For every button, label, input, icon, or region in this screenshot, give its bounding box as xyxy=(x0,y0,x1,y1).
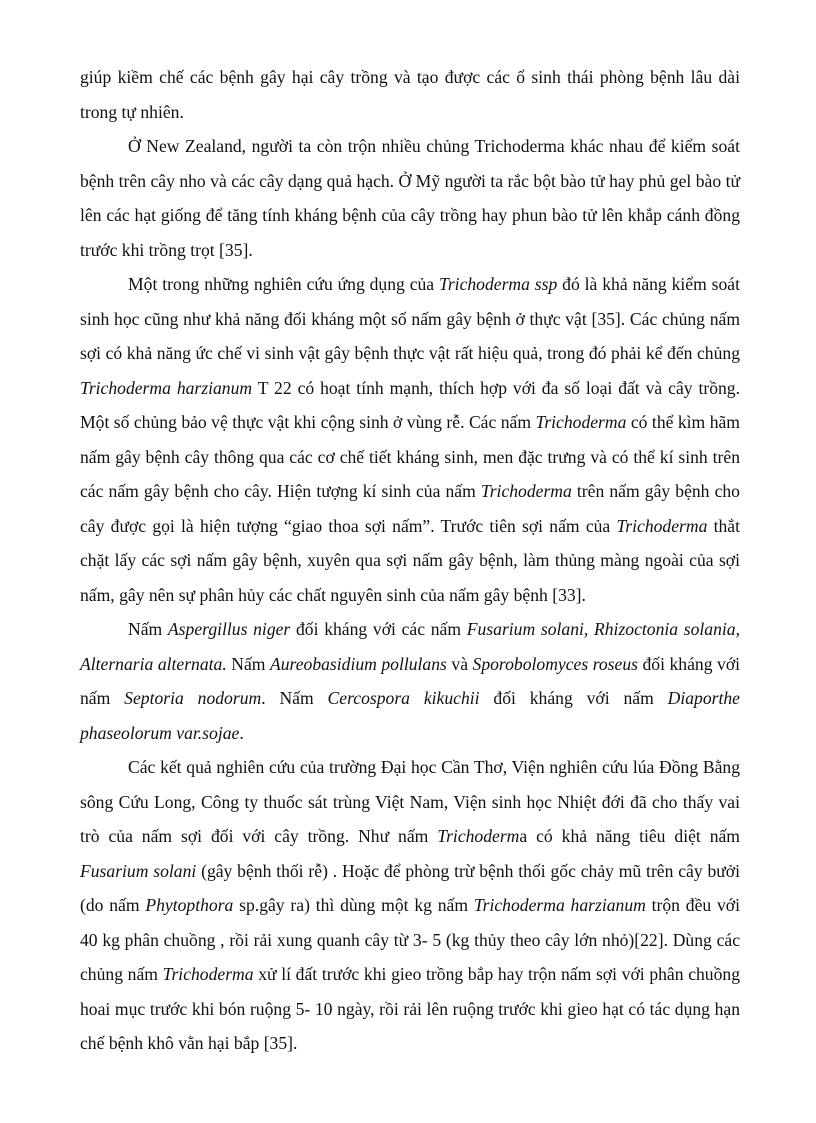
text-run: giúp kiềm chế các bệnh gây hại cây trồng và tạo được các ổ sinh thái phòng bệnh lâu dài trong tự nhiên. xyxy=(80,67,740,122)
italic-text-run: Trichoderma harzianum xyxy=(80,377,253,398)
italic-text-run: Trichoderma xyxy=(480,481,572,501)
italic-text-run: Trichoderma harzianum xyxy=(473,895,646,915)
italic-text-run: Sporobolomyces roseus xyxy=(472,653,638,674)
text-run: có thể kìm hãm nấm gây bệnh cây thông qua các cơ chế tiết kháng sinh, men đặc trưng và có thể kí sinh trên các nấm gây bệnh cho cây. Hiện tượng kí sinh của nấm xyxy=(80,412,740,501)
text-run: đối kháng với nấm xyxy=(479,688,668,708)
italic-text-run: Diaporthe phaseolorum var.sojae xyxy=(80,688,740,743)
text-run: đối kháng với nấm xyxy=(80,653,741,708)
text-run: Ở New Zealand, người ta còn trộn nhiều chủng Trichoderma khác nhau để kiểm soát bệnh trên cây nho và các cây dạng quả hạch. Ở Mỹ người ta rắc bột bào tử hay phủ gel bào tử lên các hạt giống để tăng tính kháng bệnh của cây trồng hay phun bào tử lên khắp cánh đồng trước khi trồng trọt [35]. xyxy=(80,136,740,260)
italic-text-run: Aspergillus niger xyxy=(167,619,291,639)
italic-text-run: Phytopthora xyxy=(145,895,234,915)
italic-text-run: Trichoderma xyxy=(162,964,254,984)
paragraph xyxy=(80,129,740,267)
text-run: trộn đều với 40 kg phân chuồng , rồi rải xung quanh cây từ 3- 5 (kg thủy theo cây lớn nhỏ)[22]. Dùng các chủng nấm xyxy=(80,895,740,984)
text-run: a có khả năng tiêu diệt nấm xyxy=(519,826,740,846)
text-run: Các kết quả nghiên cứu của trường Đại học Cần Thơ, Viện nghiên cứu lúa Đồng Bằng sông Cứu Long, Công ty thuốc sát trùng Việt Nam, Viện sinh học Nhiệt đới đã cho thấy vai trò của nấm sợi đối với cây trồng. Như nấm xyxy=(80,757,740,846)
italic-text-run: Trichoderma xyxy=(616,515,708,536)
text-run: Một trong những nghiên cứu ứng dụng của xyxy=(128,274,440,294)
italic-text-run: Fusarium solani xyxy=(80,860,197,881)
paragraph xyxy=(80,60,740,129)
document-body xyxy=(80,60,740,1061)
text-run: đó là khả năng kiểm soát sinh học cũng như khả năng đối kháng một số nấm gây bệnh ở thực vật [35]. Các chủng nấm sợi có khả năng ức chế vi sinh vật gây bệnh thực vật rất hiệu quả, trong đó phải kể đến chủng xyxy=(80,274,741,363)
paragraph xyxy=(80,612,740,750)
text-run: (gây bệnh thối rễ) . Hoặc để phòng trừ bệnh thối gốc chảy mũ trên cây bưởi (do nấm xyxy=(80,860,740,915)
paragraph xyxy=(80,267,740,612)
text-run: Nấm xyxy=(226,653,270,674)
italic-text-run: Trichoderma xyxy=(535,412,627,432)
italic-text-run: Septoria nodorum xyxy=(124,688,262,708)
text-run: . xyxy=(239,722,244,743)
text-run: thắt chặt lấy các sợi nấm gây bệnh, xuyên qua sợi nấm gây bệnh, làm thủng màng ngoài của sợi nấm, gây nên sự phân hủy các chất nguyên sinh của nấm gây bệnh [33]. xyxy=(80,515,741,605)
text-run: T 22 có hoạt tính mạnh, thích hợp với đa số loại đất và cây trồng. Một số chủng bảo vệ thực vật khi cộng sinh ở vùng rễ. Các nấm xyxy=(80,377,740,432)
italic-text-run: Fusarium solani, Rhizoctonia solania, Alternaria alternata. xyxy=(80,619,740,674)
text-run: xử lí đất trước khi gieo trồng bắp hay trộn nấm sợi với phân chuồng hoai mục trước khi bón ruộng 5- 10 ngày, rồi rải lên ruộng trước khi gieo hạt có tác dụng hạn chế bệnh khô vằn hại bắp [35]. xyxy=(80,964,740,1053)
italic-text-run: Cercospora kikuchii xyxy=(327,688,480,708)
text-run: sp.gây ra) thì dùng một kg nấm xyxy=(233,895,474,915)
italic-text-run: Trichoderma ssp xyxy=(439,274,558,294)
italic-text-run: Aureobasidium pollulans xyxy=(269,653,447,674)
text-run: . Nấm xyxy=(261,688,328,708)
paragraph xyxy=(80,750,740,1061)
text-run: và xyxy=(446,653,473,674)
text-run: trên nấm gây bệnh cho cây được gọi là hiện tượng “giao thoa sợi nấm”. Trước tiên sợi nấm của xyxy=(80,481,740,536)
text-run: đối kháng với các nấm xyxy=(290,619,467,639)
italic-text-run: Trichoderm xyxy=(437,826,520,846)
text-run: Nấm xyxy=(128,619,168,639)
